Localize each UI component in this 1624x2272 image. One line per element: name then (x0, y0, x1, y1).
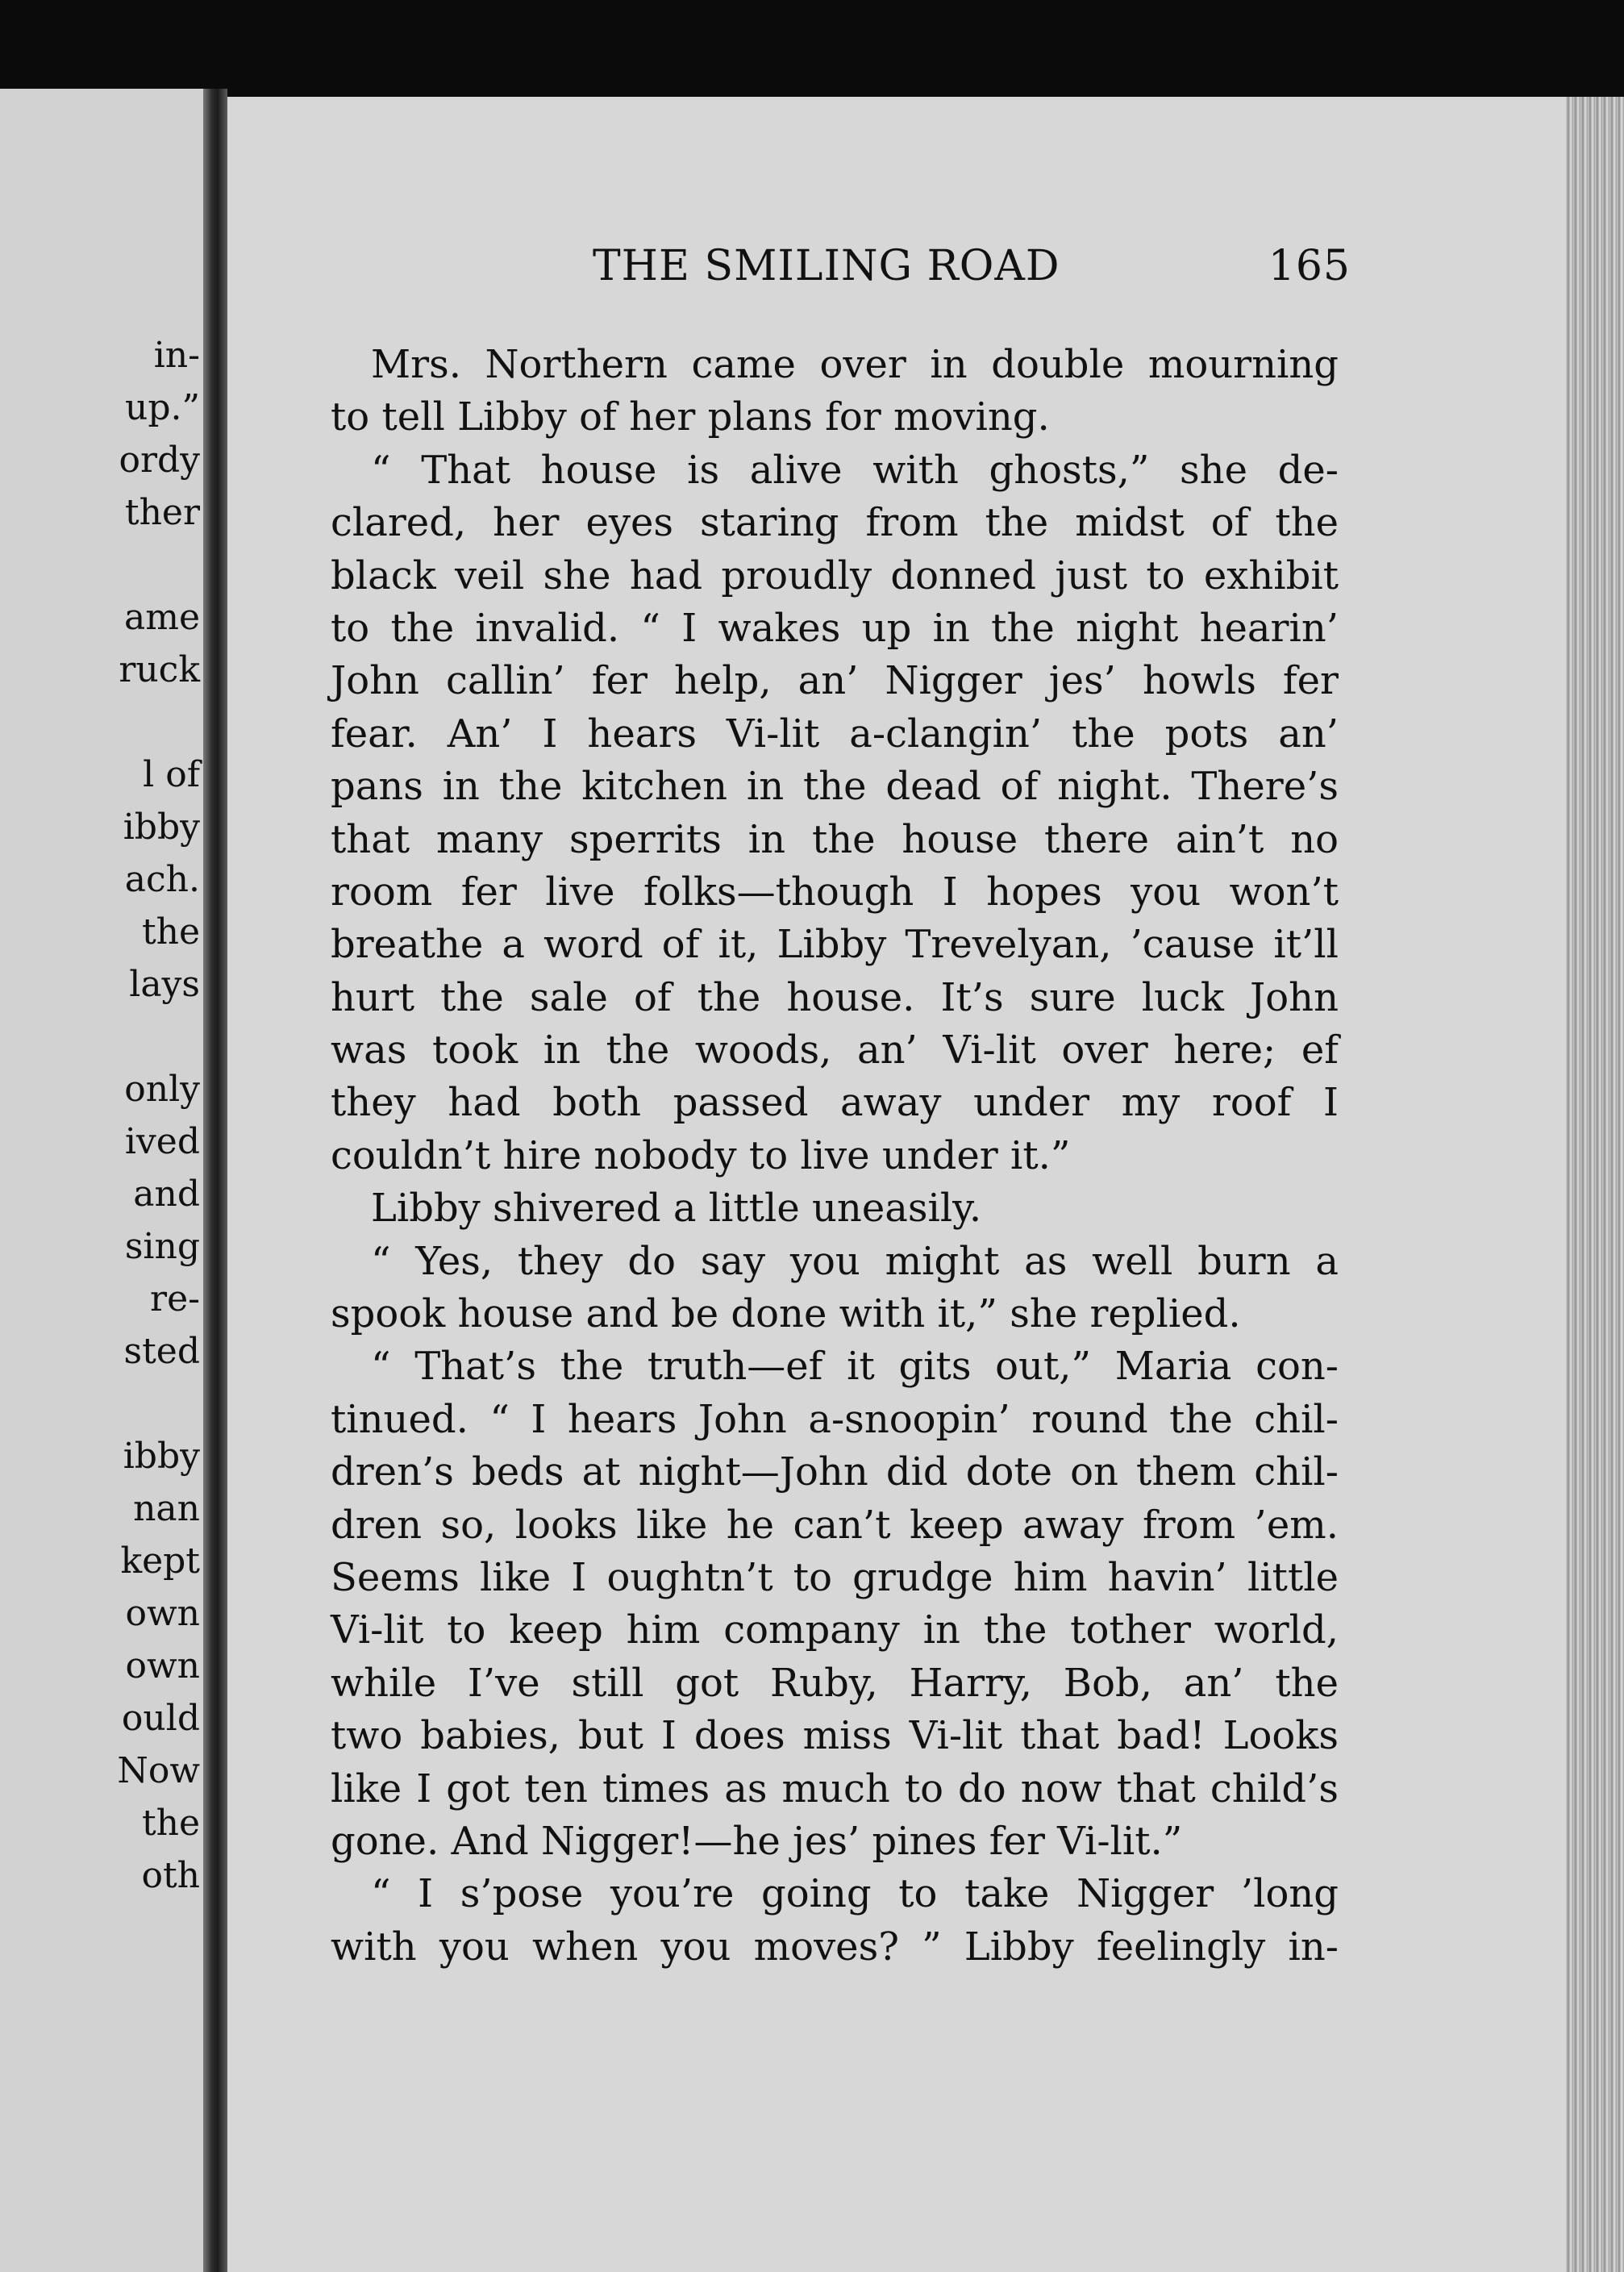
text-line: tinued. “ I hears John a-snoopin’ round the chil- (331, 1396, 1339, 1442)
text-line: “ I s’pose you’re going to take Nigger ’long (371, 1871, 1339, 1917)
left-page-fragment (0, 696, 203, 748)
left-page-fragment: ived (124, 1121, 200, 1162)
body-text (331, 339, 1339, 1974)
left-page-fragment: oth (141, 1855, 200, 1896)
text-line: “ That house is alive with ghosts,” she de- (371, 447, 1339, 493)
left-page-fragment: only (124, 1069, 200, 1110)
text-line: black veil she had proudly donned just to exhibit (331, 552, 1339, 598)
text-line: room fer live folks—though I hopes you won’t (331, 869, 1339, 915)
text-line: like I got ten times as much to do now that child’s (331, 1765, 1339, 1811)
text-line: spook house and be done with it,” she replied. (331, 1291, 1241, 1337)
text-line: “ That’s the truth—ef it gits out,” Maria con- (371, 1344, 1339, 1390)
text-line: two babies, but I does miss Vi-lit that bad! Looks (331, 1713, 1339, 1759)
text-line: Seems like I oughtn’t to grudge him havin’ little (331, 1554, 1339, 1600)
left-page-fragment (0, 1378, 203, 1430)
left-page-fragment: the (141, 1803, 200, 1844)
text-line: breathe a word of it, Libby Trevelyan, ’cause it’ll (331, 922, 1339, 968)
left-page-fragment: ame (124, 597, 200, 638)
text-line: that many sperrits in the house there ain’t no (331, 816, 1339, 862)
left-page-fragment: nan (133, 1488, 200, 1529)
left-page-fragment: own (125, 1645, 200, 1686)
left-page-fragment: sted (123, 1331, 200, 1372)
left-page-fragment: sing (124, 1226, 200, 1267)
left-page-fragment: re- (150, 1278, 200, 1319)
text-line: to the invalid. “ I wakes up in the night hearin’ (331, 605, 1339, 651)
left-facing-page (0, 89, 203, 2272)
left-page-fragment: in- (153, 335, 200, 376)
left-page-fragment: ould (121, 1698, 200, 1739)
text-line: John callin’ fer help, an’ Nigger jes’ howls fer (331, 658, 1339, 704)
left-page-fragment: ruck (119, 649, 200, 690)
left-page-fragment (0, 539, 203, 591)
text-line: couldn’t hire nobody to live under it.” (331, 1132, 1071, 1178)
text-line: while I’ve still got Ruby, Harry, Bob, an’ the (331, 1660, 1339, 1706)
left-page-fragment: ordy (119, 440, 200, 481)
left-page-fragment: the (141, 911, 200, 953)
text-line: to tell Libby of her plans for moving. (331, 394, 1050, 440)
left-page-fragment: up.” (125, 387, 200, 428)
left-page-fragment: ibby (123, 1436, 200, 1477)
left-page-fragment (0, 1011, 203, 1063)
left-page-fragment: and (133, 1174, 200, 1215)
text-line: hurt the sale of the house. It’s sure luck John (331, 974, 1339, 1020)
text-line: Libby shivered a little uneasily. (371, 1186, 982, 1232)
left-page-fragment: ther (124, 492, 200, 533)
running-head (593, 242, 1351, 298)
text-line: dren’s beds at night—John did dote on them chil- (331, 1449, 1339, 1495)
left-page-fragment: own (125, 1593, 200, 1634)
left-page-text-fragments (0, 329, 203, 1902)
text-line: Mrs. Northern came over in double mourning (371, 342, 1339, 387)
text-line: fear. An’ I hears Vi-lit a-clangin’ the pots an’ (331, 711, 1339, 757)
page-number: 165 (1268, 242, 1351, 290)
text-line: “ Yes, they do say you might as well burn a (371, 1238, 1339, 1284)
left-page-fragment: Now (117, 1750, 200, 1791)
left-page-fragment: ach. (124, 859, 200, 900)
left-page-fragment: lays (129, 964, 200, 1005)
text-line: gone. And Nigger!—he jes’ pines fer Vi-lit.” (331, 1818, 1183, 1864)
text-line: Vi-lit to keep him company in the tother world, (331, 1607, 1339, 1653)
text-line: they had both passed away under my roof I (331, 1080, 1339, 1126)
running-title: THE SMILING ROAD (593, 242, 1060, 290)
page-edges (1566, 97, 1624, 2272)
left-page-fragment: ibby (123, 807, 200, 848)
left-page-fragment: l of (143, 754, 200, 795)
text-line: clared, her eyes staring from the midst of the (331, 500, 1339, 546)
text-line: was took in the woods, an’ Vi-lit over here; ef (331, 1028, 1339, 1073)
text-line: with you when you moves? ” Libby feelingly in- (331, 1924, 1339, 1970)
text-line: dren so, looks like he can’t keep away from ’em. (331, 1502, 1339, 1548)
text-line: pans in the kitchen in the dead of night. There’s (331, 764, 1339, 810)
left-page-fragment: kept (120, 1540, 200, 1582)
book-gutter (203, 89, 227, 2272)
